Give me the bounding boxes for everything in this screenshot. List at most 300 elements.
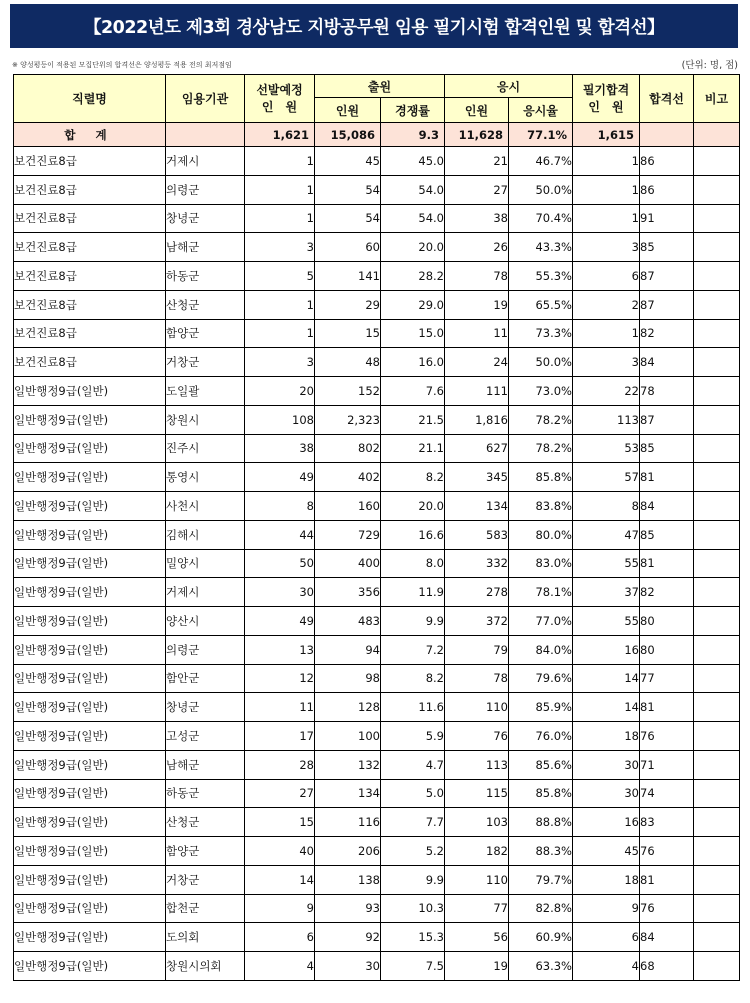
table-row xyxy=(14,894,740,923)
pass-line-cell: 76 xyxy=(640,722,694,751)
applied-cell: 356 xyxy=(315,578,381,607)
competition-cell: 20.0 xyxy=(381,492,445,521)
header-written-line2: 인 원 xyxy=(588,99,624,114)
exam-cell: 76 xyxy=(445,722,509,751)
competition-cell: 54.0 xyxy=(381,204,445,233)
applied-cell: 29 xyxy=(315,290,381,319)
competition-cell: 29.0 xyxy=(381,290,445,319)
table-row xyxy=(14,952,740,981)
planned-cell: 38 xyxy=(245,434,315,463)
exam-rate-cell: 83.0% xyxy=(509,549,573,578)
remarks-cell xyxy=(694,492,740,521)
table-row xyxy=(14,319,740,348)
written-cell: 8 xyxy=(573,492,640,521)
table-row xyxy=(14,204,740,233)
total-label: 합 계 xyxy=(14,123,166,147)
org-cell: 사천시 xyxy=(166,492,245,521)
org-cell: 의령군 xyxy=(166,635,245,664)
job-cell: 일반행정9급(일반) xyxy=(14,607,166,636)
remarks-cell xyxy=(694,549,740,578)
planned-cell: 17 xyxy=(245,722,315,751)
job-cell: 일반행정9급(일반) xyxy=(14,837,166,866)
org-cell: 함양군 xyxy=(166,319,245,348)
competition-cell: 8.2 xyxy=(381,664,445,693)
competition-cell: 28.2 xyxy=(381,262,445,291)
written-cell: 45 xyxy=(573,837,640,866)
job-cell: 보건진료8급 xyxy=(14,233,166,262)
job-cell: 일반행정9급(일반) xyxy=(14,722,166,751)
written-cell: 18 xyxy=(573,722,640,751)
pass-line-cell: 87 xyxy=(640,405,694,434)
job-cell: 보건진료8급 xyxy=(14,147,166,176)
remarks-cell xyxy=(694,693,740,722)
planned-cell: 40 xyxy=(245,837,315,866)
exam-rate-cell: 55.3% xyxy=(509,262,573,291)
planned-cell: 28 xyxy=(245,750,315,779)
pass-line-cell: 81 xyxy=(640,549,694,578)
table-row xyxy=(14,923,740,952)
exam-cell: 110 xyxy=(445,693,509,722)
table-row xyxy=(14,693,740,722)
competition-cell: 7.7 xyxy=(381,808,445,837)
exam-cell: 77 xyxy=(445,894,509,923)
written-cell: 3 xyxy=(573,348,640,377)
exam-rate-cell: 65.5% xyxy=(509,290,573,319)
job-cell: 일반행정9급(일반) xyxy=(14,779,166,808)
written-cell: 6 xyxy=(573,923,640,952)
exam-cell: 345 xyxy=(445,463,509,492)
exam-cell: 134 xyxy=(445,492,509,521)
applied-cell: 60 xyxy=(315,233,381,262)
written-cell: 30 xyxy=(573,779,640,808)
remarks-cell xyxy=(694,434,740,463)
remarks-cell xyxy=(694,664,740,693)
written-cell: 53 xyxy=(573,434,640,463)
remarks-cell xyxy=(694,175,740,204)
job-cell: 보건진료8급 xyxy=(14,175,166,204)
written-cell: 1 xyxy=(573,319,640,348)
exam-rate-cell: 84.0% xyxy=(509,635,573,664)
header-applied: 출원 xyxy=(315,75,445,98)
table-row xyxy=(14,262,740,291)
pass-line-cell: 87 xyxy=(640,262,694,291)
job-cell: 일반행정9급(일반) xyxy=(14,377,166,406)
job-cell: 일반행정9급(일반) xyxy=(14,750,166,779)
written-cell: 55 xyxy=(573,607,640,636)
exam-cell: 332 xyxy=(445,549,509,578)
exam-rate-cell: 83.8% xyxy=(509,492,573,521)
header-planned-line1: 선발예정 xyxy=(256,82,303,97)
org-cell: 양산시 xyxy=(166,607,245,636)
table-row xyxy=(14,377,740,406)
job-cell: 일반행정9급(일반) xyxy=(14,808,166,837)
org-cell: 남해군 xyxy=(166,750,245,779)
header-exam-rate: 응시율 xyxy=(509,98,573,123)
footnote: ※ 양성평등이 적용된 모집단위의 합격선은 양성평등 적용 전의 최저점임 xyxy=(12,61,232,69)
applied-cell: 2,323 xyxy=(315,405,381,434)
job-cell: 보건진료8급 xyxy=(14,204,166,233)
written-cell: 2 xyxy=(573,290,640,319)
pass-line-cell: 87 xyxy=(640,290,694,319)
applied-cell: 54 xyxy=(315,175,381,204)
applied-cell: 132 xyxy=(315,750,381,779)
remarks-cell xyxy=(694,319,740,348)
job-cell: 보건진료8급 xyxy=(14,290,166,319)
exam-rate-cell: 80.0% xyxy=(509,520,573,549)
total-applied: 15,086 xyxy=(315,123,381,147)
pass-line-cell: 82 xyxy=(640,319,694,348)
competition-cell: 54.0 xyxy=(381,175,445,204)
table-row xyxy=(14,348,740,377)
planned-cell: 6 xyxy=(245,923,315,952)
remarks-cell xyxy=(694,348,740,377)
org-cell: 창원시의회 xyxy=(166,952,245,981)
applied-cell: 402 xyxy=(315,463,381,492)
competition-cell: 11.9 xyxy=(381,578,445,607)
exam-cell: 56 xyxy=(445,923,509,952)
applied-cell: 98 xyxy=(315,664,381,693)
exam-rate-cell: 73.3% xyxy=(509,319,573,348)
org-cell: 하동군 xyxy=(166,262,245,291)
header-exam: 응시 xyxy=(445,75,573,98)
org-cell: 거창군 xyxy=(166,865,245,894)
exam-rate-cell: 79.7% xyxy=(509,865,573,894)
exam-rate-cell: 76.0% xyxy=(509,722,573,751)
planned-cell: 44 xyxy=(245,520,315,549)
job-cell: 일반행정9급(일반) xyxy=(14,578,166,607)
applied-cell: 160 xyxy=(315,492,381,521)
exam-cell: 113 xyxy=(445,750,509,779)
exam-rate-cell: 88.8% xyxy=(509,808,573,837)
org-cell: 거제시 xyxy=(166,147,245,176)
job-cell: 보건진료8급 xyxy=(14,319,166,348)
pass-line-cell: 91 xyxy=(640,204,694,233)
competition-cell: 8.2 xyxy=(381,463,445,492)
table-row xyxy=(14,549,740,578)
org-cell: 의령군 xyxy=(166,175,245,204)
org-cell: 창원시 xyxy=(166,405,245,434)
applied-cell: 138 xyxy=(315,865,381,894)
competition-cell: 15.0 xyxy=(381,319,445,348)
competition-cell: 4.7 xyxy=(381,750,445,779)
applied-cell: 92 xyxy=(315,923,381,952)
pass-line-cell: 78 xyxy=(640,377,694,406)
exam-cell: 110 xyxy=(445,865,509,894)
competition-cell: 16.0 xyxy=(381,348,445,377)
results-table xyxy=(13,74,740,981)
planned-cell: 49 xyxy=(245,607,315,636)
competition-cell: 20.0 xyxy=(381,233,445,262)
org-cell: 합천군 xyxy=(166,894,245,923)
competition-cell: 15.3 xyxy=(381,923,445,952)
exam-cell: 103 xyxy=(445,808,509,837)
written-cell: 1 xyxy=(573,147,640,176)
table-row xyxy=(14,578,740,607)
total-written: 1,615 xyxy=(573,123,640,147)
competition-cell: 5.9 xyxy=(381,722,445,751)
planned-cell: 9 xyxy=(245,894,315,923)
written-cell: 18 xyxy=(573,865,640,894)
applied-cell: 134 xyxy=(315,779,381,808)
exam-rate-cell: 88.3% xyxy=(509,837,573,866)
job-cell: 일반행정9급(일반) xyxy=(14,520,166,549)
exam-rate-cell: 85.8% xyxy=(509,779,573,808)
written-cell: 14 xyxy=(573,664,640,693)
written-cell: 55 xyxy=(573,549,640,578)
job-cell: 일반행정9급(일반) xyxy=(14,923,166,952)
planned-cell: 27 xyxy=(245,779,315,808)
exam-rate-cell: 50.0% xyxy=(509,348,573,377)
planned-cell: 4 xyxy=(245,952,315,981)
exam-cell: 583 xyxy=(445,520,509,549)
org-cell: 김해시 xyxy=(166,520,245,549)
competition-cell: 10.3 xyxy=(381,894,445,923)
planned-cell: 11 xyxy=(245,693,315,722)
pass-line-cell: 82 xyxy=(640,578,694,607)
org-cell: 창녕군 xyxy=(166,204,245,233)
job-cell: 일반행정9급(일반) xyxy=(14,894,166,923)
exam-rate-cell: 43.3% xyxy=(509,233,573,262)
remarks-cell xyxy=(694,262,740,291)
planned-cell: 13 xyxy=(245,635,315,664)
table-row xyxy=(14,607,740,636)
exam-rate-cell: 78.2% xyxy=(509,405,573,434)
pass-line-cell: 85 xyxy=(640,434,694,463)
table-row xyxy=(14,147,740,176)
job-cell: 보건진료8급 xyxy=(14,348,166,377)
job-cell: 일반행정9급(일반) xyxy=(14,492,166,521)
exam-rate-cell: 60.9% xyxy=(509,923,573,952)
written-cell: 57 xyxy=(573,463,640,492)
planned-cell: 1 xyxy=(245,147,315,176)
pass-line-cell: 86 xyxy=(640,175,694,204)
written-cell: 3 xyxy=(573,233,640,262)
pass-line-cell: 84 xyxy=(640,923,694,952)
remarks-cell xyxy=(694,578,740,607)
remarks-cell xyxy=(694,865,740,894)
table-row xyxy=(14,779,740,808)
org-cell: 도의회 xyxy=(166,923,245,952)
applied-cell: 206 xyxy=(315,837,381,866)
pass-line-cell: 83 xyxy=(640,808,694,837)
pass-line-cell: 81 xyxy=(640,865,694,894)
planned-cell: 20 xyxy=(245,377,315,406)
exam-cell: 111 xyxy=(445,377,509,406)
written-cell: 6 xyxy=(573,262,640,291)
remarks-cell xyxy=(694,405,740,434)
remarks-cell xyxy=(694,952,740,981)
applied-cell: 93 xyxy=(315,894,381,923)
total-competition: 9.3 xyxy=(381,123,445,147)
remarks-cell xyxy=(694,722,740,751)
planned-cell: 1 xyxy=(245,204,315,233)
org-cell: 통영시 xyxy=(166,463,245,492)
exam-cell: 372 xyxy=(445,607,509,636)
competition-cell: 5.0 xyxy=(381,779,445,808)
header-pass-line: 합격선 xyxy=(640,75,694,123)
written-cell: 9 xyxy=(573,894,640,923)
planned-cell: 1 xyxy=(245,290,315,319)
written-cell: 1 xyxy=(573,204,640,233)
competition-cell: 11.6 xyxy=(381,693,445,722)
written-cell: 1 xyxy=(573,175,640,204)
table-row xyxy=(14,808,740,837)
exam-cell: 627 xyxy=(445,434,509,463)
pass-line-cell: 77 xyxy=(640,664,694,693)
table-body xyxy=(14,123,740,981)
competition-cell: 7.2 xyxy=(381,635,445,664)
exam-rate-cell: 50.0% xyxy=(509,175,573,204)
org-cell: 밀양시 xyxy=(166,549,245,578)
table-row xyxy=(14,837,740,866)
exam-cell: 115 xyxy=(445,779,509,808)
pass-line-cell: 76 xyxy=(640,837,694,866)
remarks-cell xyxy=(694,377,740,406)
table-row xyxy=(14,520,740,549)
competition-cell: 7.6 xyxy=(381,377,445,406)
org-cell: 함안군 xyxy=(166,664,245,693)
competition-cell: 8.0 xyxy=(381,549,445,578)
pass-line-cell: 71 xyxy=(640,750,694,779)
competition-cell: 21.1 xyxy=(381,434,445,463)
exam-rate-cell: 85.6% xyxy=(509,750,573,779)
pass-line-cell: 68 xyxy=(640,952,694,981)
remarks-cell xyxy=(694,635,740,664)
competition-cell: 16.6 xyxy=(381,520,445,549)
planned-cell: 12 xyxy=(245,664,315,693)
competition-cell: 9.9 xyxy=(381,865,445,894)
remarks-cell xyxy=(694,837,740,866)
org-cell: 산청군 xyxy=(166,290,245,319)
remarks-cell xyxy=(694,463,740,492)
exam-cell: 24 xyxy=(445,348,509,377)
remarks-cell xyxy=(694,204,740,233)
applied-cell: 802 xyxy=(315,434,381,463)
job-cell: 보건진료8급 xyxy=(14,262,166,291)
total-org xyxy=(166,123,245,147)
org-cell: 산청군 xyxy=(166,808,245,837)
total-planned: 1,621 xyxy=(245,123,315,147)
applied-cell: 729 xyxy=(315,520,381,549)
exam-cell: 27 xyxy=(445,175,509,204)
header-planned xyxy=(245,75,315,123)
exam-cell: 182 xyxy=(445,837,509,866)
exam-cell: 21 xyxy=(445,147,509,176)
header-job: 직렬명 xyxy=(14,75,166,123)
org-cell: 고성군 xyxy=(166,722,245,751)
remarks-cell xyxy=(694,520,740,549)
planned-cell: 8 xyxy=(245,492,315,521)
org-cell: 함양군 xyxy=(166,837,245,866)
exam-cell: 19 xyxy=(445,290,509,319)
table-row xyxy=(14,175,740,204)
applied-cell: 128 xyxy=(315,693,381,722)
exam-cell: 78 xyxy=(445,262,509,291)
competition-cell: 7.5 xyxy=(381,952,445,981)
remarks-cell xyxy=(694,607,740,636)
exam-rate-cell: 78.2% xyxy=(509,434,573,463)
exam-cell: 278 xyxy=(445,578,509,607)
applied-cell: 152 xyxy=(315,377,381,406)
competition-cell: 5.2 xyxy=(381,837,445,866)
exam-rate-cell: 63.3% xyxy=(509,952,573,981)
org-cell: 하동군 xyxy=(166,779,245,808)
exam-rate-cell: 78.1% xyxy=(509,578,573,607)
written-cell: 30 xyxy=(573,750,640,779)
pass-line-cell: 81 xyxy=(640,463,694,492)
job-cell: 일반행정9급(일반) xyxy=(14,434,166,463)
total-exam-rate: 77.1% xyxy=(509,123,573,147)
job-cell: 일반행정9급(일반) xyxy=(14,693,166,722)
header-written-line1: 필기합격 xyxy=(582,82,630,97)
applied-cell: 54 xyxy=(315,204,381,233)
written-cell: 4 xyxy=(573,952,640,981)
written-cell: 37 xyxy=(573,578,640,607)
pass-line-cell: 86 xyxy=(640,147,694,176)
planned-cell: 3 xyxy=(245,348,315,377)
org-cell: 남해군 xyxy=(166,233,245,262)
pass-line-cell: 84 xyxy=(640,492,694,521)
header-org: 임용기관 xyxy=(166,75,245,123)
applied-cell: 45 xyxy=(315,147,381,176)
table-row xyxy=(14,635,740,664)
exam-cell: 79 xyxy=(445,635,509,664)
table-row xyxy=(14,405,740,434)
written-cell: 47 xyxy=(573,520,640,549)
written-cell: 113 xyxy=(573,405,640,434)
table-row xyxy=(14,750,740,779)
competition-cell: 45.0 xyxy=(381,147,445,176)
remarks-cell xyxy=(694,894,740,923)
header-exam-count: 인원 xyxy=(445,98,509,123)
pass-line-cell: 80 xyxy=(640,607,694,636)
exam-cell: 38 xyxy=(445,204,509,233)
org-cell: 거창군 xyxy=(166,348,245,377)
applied-cell: 30 xyxy=(315,952,381,981)
job-cell: 일반행정9급(일반) xyxy=(14,635,166,664)
remarks-cell xyxy=(694,808,740,837)
planned-cell: 108 xyxy=(245,405,315,434)
exam-rate-cell: 79.6% xyxy=(509,664,573,693)
exam-rate-cell: 46.7% xyxy=(509,147,573,176)
applied-cell: 141 xyxy=(315,262,381,291)
applied-cell: 15 xyxy=(315,319,381,348)
written-cell: 22 xyxy=(573,377,640,406)
planned-cell: 5 xyxy=(245,262,315,291)
table-row xyxy=(14,463,740,492)
exam-rate-cell: 70.4% xyxy=(509,204,573,233)
remarks-cell xyxy=(694,779,740,808)
table-row xyxy=(14,664,740,693)
exam-cell: 26 xyxy=(445,233,509,262)
job-cell: 일반행정9급(일반) xyxy=(14,549,166,578)
pass-line-cell: 85 xyxy=(640,233,694,262)
exam-rate-cell: 82.8% xyxy=(509,894,573,923)
table-row xyxy=(14,434,740,463)
org-cell: 도일괄 xyxy=(166,377,245,406)
written-cell: 16 xyxy=(573,635,640,664)
planned-cell: 1 xyxy=(245,319,315,348)
planned-cell: 15 xyxy=(245,808,315,837)
pass-line-cell: 81 xyxy=(640,693,694,722)
document-title: 【2022년도 제3회 경상남도 지방공무원 임용 필기시험 합격인원 및 합격선】 xyxy=(10,4,738,48)
applied-cell: 483 xyxy=(315,607,381,636)
header-planned-line2: 인 원 xyxy=(261,99,298,114)
competition-cell: 21.5 xyxy=(381,405,445,434)
pass-line-cell: 76 xyxy=(640,894,694,923)
remarks-cell xyxy=(694,750,740,779)
competition-cell: 9.9 xyxy=(381,607,445,636)
